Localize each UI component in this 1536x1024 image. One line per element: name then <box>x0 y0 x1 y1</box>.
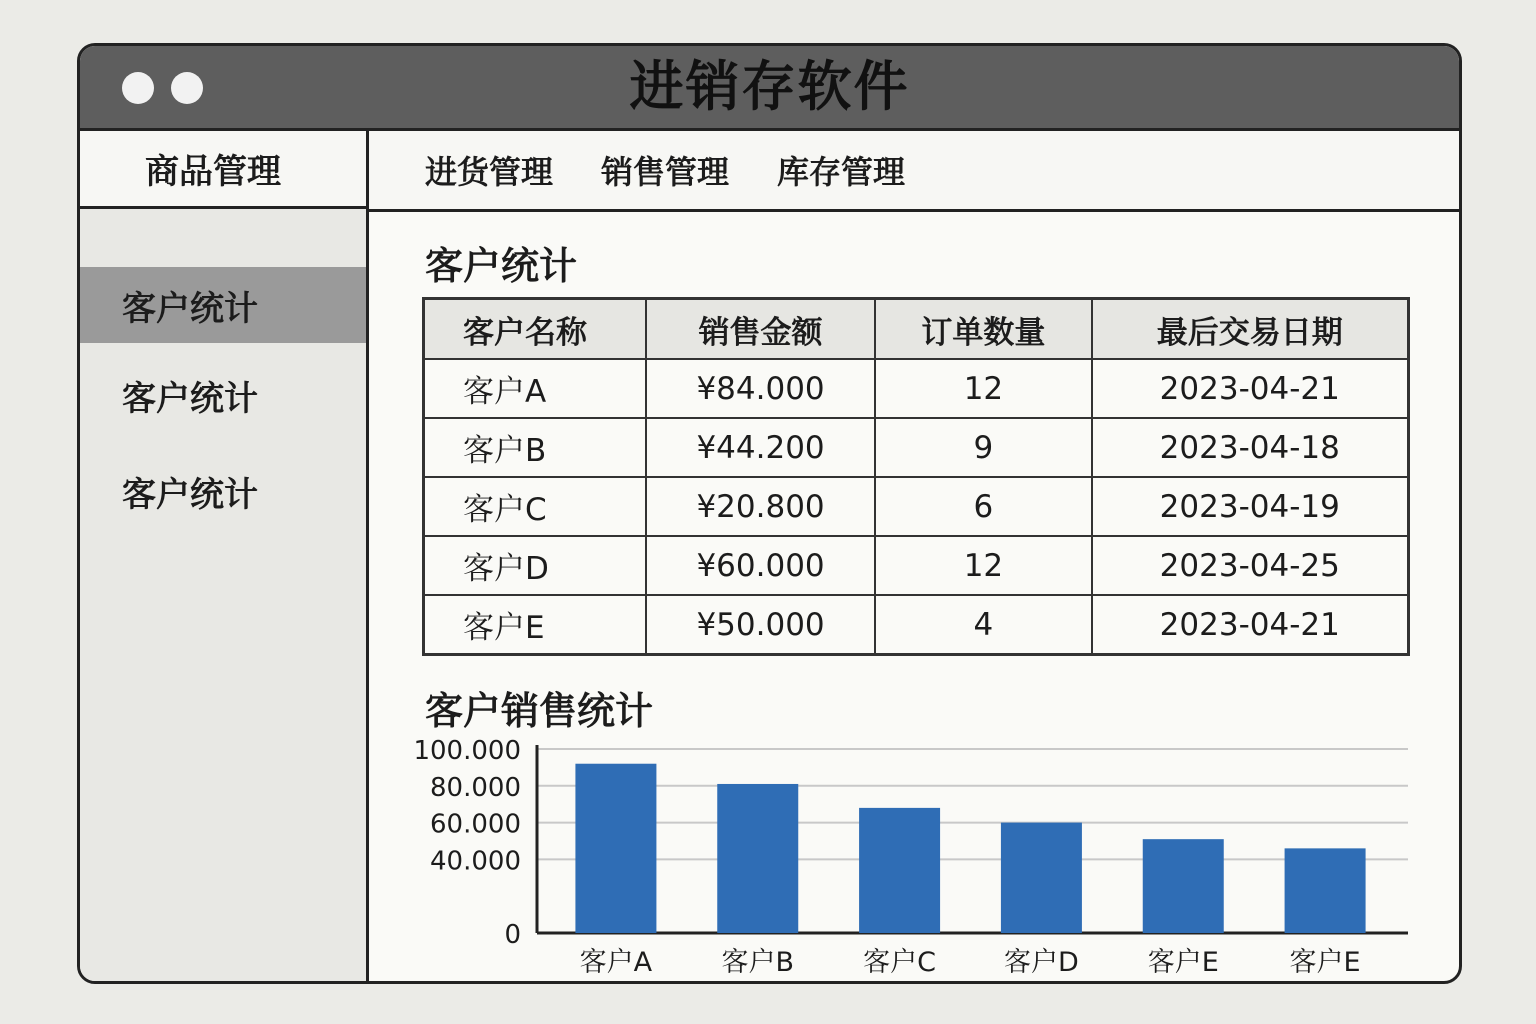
cell-customer-name: 客户A <box>424 359 646 418</box>
cell-order-count: 12 <box>875 536 1091 595</box>
column-header[interactable]: 客户名称 <box>424 299 646 360</box>
x-tick-label: 客户D <box>1004 947 1079 978</box>
cell-customer-name: 客户D <box>424 536 646 595</box>
title-bar <box>80 46 1459 131</box>
cell-last-date: 2023-04-21 <box>1092 595 1409 655</box>
column-header[interactable]: 最后交易日期 <box>1092 299 1409 360</box>
cell-sales-amount: ¥60.000 <box>646 536 876 595</box>
cell-last-date: 2023-04-18 <box>1092 418 1409 477</box>
tab-sales-management[interactable]: 销售管理 <box>601 153 730 191</box>
bar <box>1285 848 1366 933</box>
table-header-row <box>424 299 1409 360</box>
cell-last-date: 2023-04-21 <box>1092 359 1409 418</box>
sidebar-item-customer-stats[interactable]: 客户统计 <box>80 267 366 343</box>
column-header[interactable]: 订单数量 <box>875 299 1091 360</box>
column-header[interactable]: 销售金额 <box>646 299 876 360</box>
sidebar-item-customer-stats[interactable]: 客户统计 <box>122 474 258 515</box>
cell-sales-amount: ¥20.800 <box>646 477 876 536</box>
table-row[interactable] <box>424 418 1409 477</box>
chart-title: 客户销售统计 <box>425 689 654 733</box>
cell-customer-name: 客户C <box>424 477 646 536</box>
sidebar-header-goods-management[interactable]: 商品管理 <box>80 131 366 209</box>
sidebar <box>80 131 369 981</box>
cell-sales-amount: ¥44.200 <box>646 418 876 477</box>
cell-order-count: 4 <box>875 595 1091 655</box>
table-title: 客户统计 <box>425 244 578 288</box>
bar <box>575 764 656 933</box>
y-tick-label: 40.000 <box>430 846 521 877</box>
top-nav <box>369 131 1459 212</box>
x-tick-label: 客户B <box>721 947 795 978</box>
cell-order-count: 6 <box>875 477 1091 536</box>
x-tick-label: 客户E <box>1289 947 1361 978</box>
y-tick-label: 100.000 <box>413 736 521 766</box>
x-tick-label: 客户C <box>863 947 937 978</box>
cell-order-count: 9 <box>875 418 1091 477</box>
app-window <box>77 43 1462 984</box>
cell-customer-name: 客户B <box>424 418 646 477</box>
cell-last-date: 2023-04-25 <box>1092 536 1409 595</box>
table-row[interactable] <box>424 536 1409 595</box>
y-tick-label: 0 <box>504 920 521 950</box>
cell-sales-amount: ¥84.000 <box>646 359 876 418</box>
cell-order-count: 12 <box>875 359 1091 418</box>
bar <box>717 784 798 933</box>
x-tick-label: 客户E <box>1147 947 1219 978</box>
tab-inventory-management[interactable]: 库存管理 <box>777 153 906 191</box>
x-tick-label: 客户A <box>579 947 653 978</box>
bar <box>859 808 940 933</box>
app-title: 进销存软件 <box>629 55 910 118</box>
tab-purchase-management[interactable]: 进货管理 <box>425 153 554 191</box>
customer-table <box>422 297 1410 656</box>
cell-customer-name: 客户E <box>424 595 646 655</box>
bar <box>1001 823 1082 933</box>
y-tick-label: 60.000 <box>430 809 521 840</box>
table-row[interactable] <box>424 595 1409 655</box>
sidebar-item-customer-stats[interactable]: 客户统计 <box>122 378 258 419</box>
customer-sales-bar-chart <box>410 736 1420 981</box>
table-row[interactable] <box>424 359 1409 418</box>
table-row[interactable] <box>424 477 1409 536</box>
cell-sales-amount: ¥50.000 <box>646 595 876 655</box>
y-tick-label: 80.000 <box>430 772 521 803</box>
bar <box>1143 839 1224 933</box>
cell-last-date: 2023-04-19 <box>1092 477 1409 536</box>
